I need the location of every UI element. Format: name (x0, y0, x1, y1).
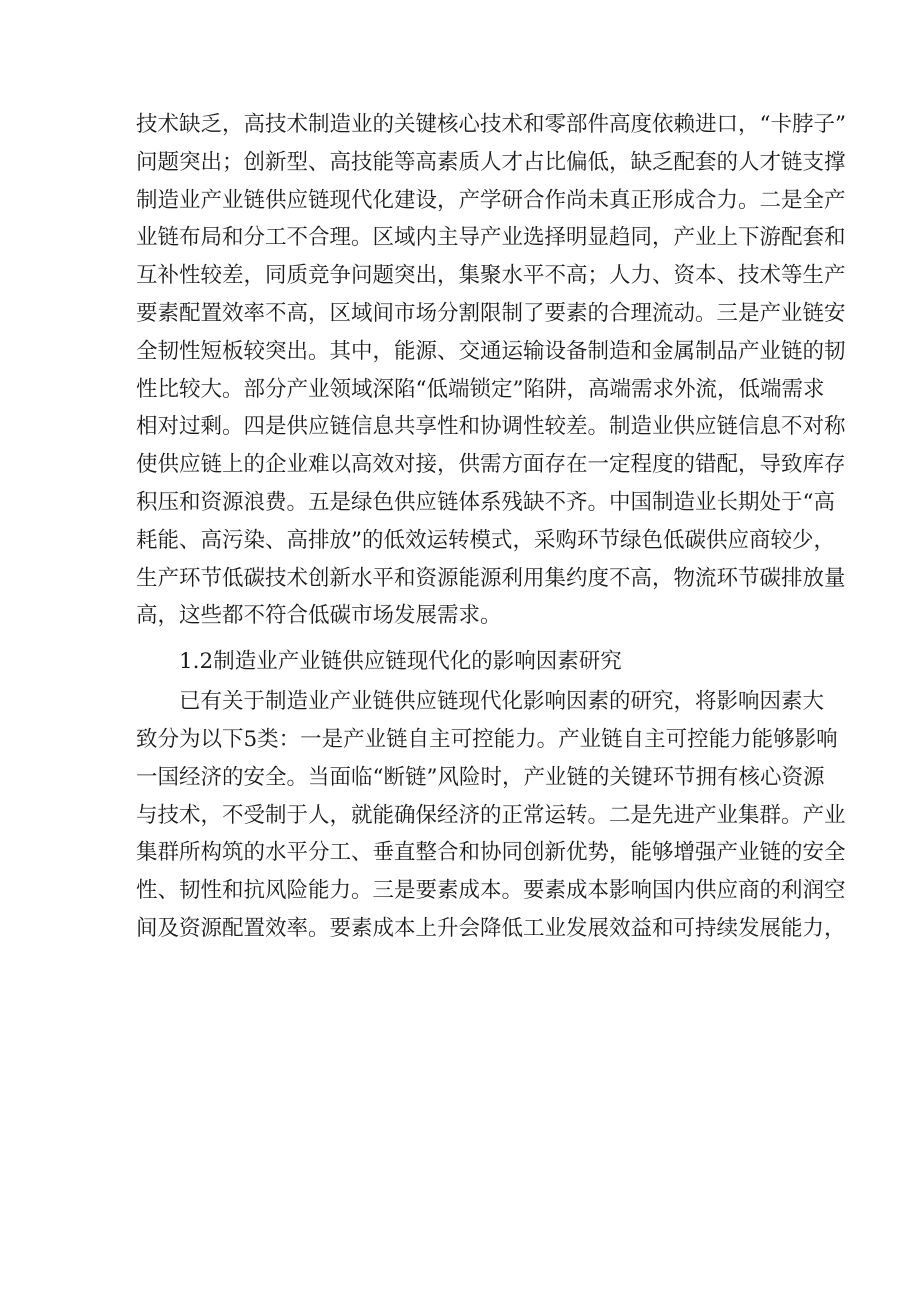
text-line: 致分为以下5类：一是产业链自主可控能力。产业链自主可控能力能够影响 (136, 726, 838, 752)
text-line: 互补性较差，同质竞争问题突出，集聚水平不高；人力、资本、技术等生产 (136, 263, 846, 289)
text-line: 耗能、高污染、高排放”的低效运转模式，采购环节绿色低碳供应商较少， (136, 527, 835, 553)
text-line: 间及资源配置效率。要素成本上升会降低工业发展效益和可持续发展能力， (136, 915, 846, 941)
text-line: 业链布局和分工不合理。区域内主导产业选择明显趋同，产业上下游配套和 (136, 225, 846, 251)
text-line: 要素配置效率不高，区域间市场分割限制了要素的合理流动。三是产业链安 (136, 300, 846, 326)
text-line: 性、韧性和抗风险能力。三是要素成本。要素成本影响国内供应商的利润空 (136, 878, 846, 904)
text-line: 全韧性短板较突出。其中，能源、交通运输设备制造和金属制品产业链的韧 (136, 338, 846, 364)
body-text (136, 106, 846, 948)
paragraph-1 (136, 106, 846, 635)
text-line: 使供应链上的企业难以高效对接，供需方面存在一定程度的错配，导致库存 (136, 452, 846, 478)
text-line: 集群所构筑的水平分工、垂直整合和协同创新优势，能够增强产业链的安全 (136, 840, 846, 866)
text-line: 高，这些都不符合低碳市场发展需求。 (136, 603, 502, 629)
text-line: 问题突出；创新型、高技能等高素质人才占比偏低，缺乏配套的人才链支撑 (136, 149, 846, 175)
text-line: 积压和资源浪费。五是绿色供应链体系残缺不齐。中国制造业长期处于“高 (136, 489, 835, 515)
paragraph-2 (136, 683, 846, 948)
text-line: 已有关于制造业产业链供应链现代化影响因素的研究，将影响因素大 (179, 689, 825, 715)
text-line: 一国经济的安全。当面临“断链”风险时，产业链的关键环节拥有核心资源 (136, 764, 825, 790)
section-heading: 1.2制造业产业链供应链现代化的影响因素研究 (179, 649, 622, 675)
text-line: 性比较大。部分产业领域深陷“低端锁定”陷阱，高端需求外流，低端需求 (136, 376, 825, 402)
text-line: 相对过剩。四是供应链信息共享性和协调性较差。制造业供应链信息不对称 (136, 414, 846, 440)
text-line: 技术缺乏，高技术制造业的关键核心技术和零部件高度依赖进口，“卡脖子” (136, 112, 846, 137)
text-line: 与技术，不受制于人，就能确保经济的正常运转。二是先进产业集群。产业 (136, 802, 846, 828)
text-line: 生产环节低碳技术创新水平和资源能源利用集约度不高，物流环节碳排放量 (136, 565, 846, 591)
text-line: 制造业产业链供应链现代化建设，产学研合作尚未真正形成合力。二是全产 (136, 187, 846, 213)
